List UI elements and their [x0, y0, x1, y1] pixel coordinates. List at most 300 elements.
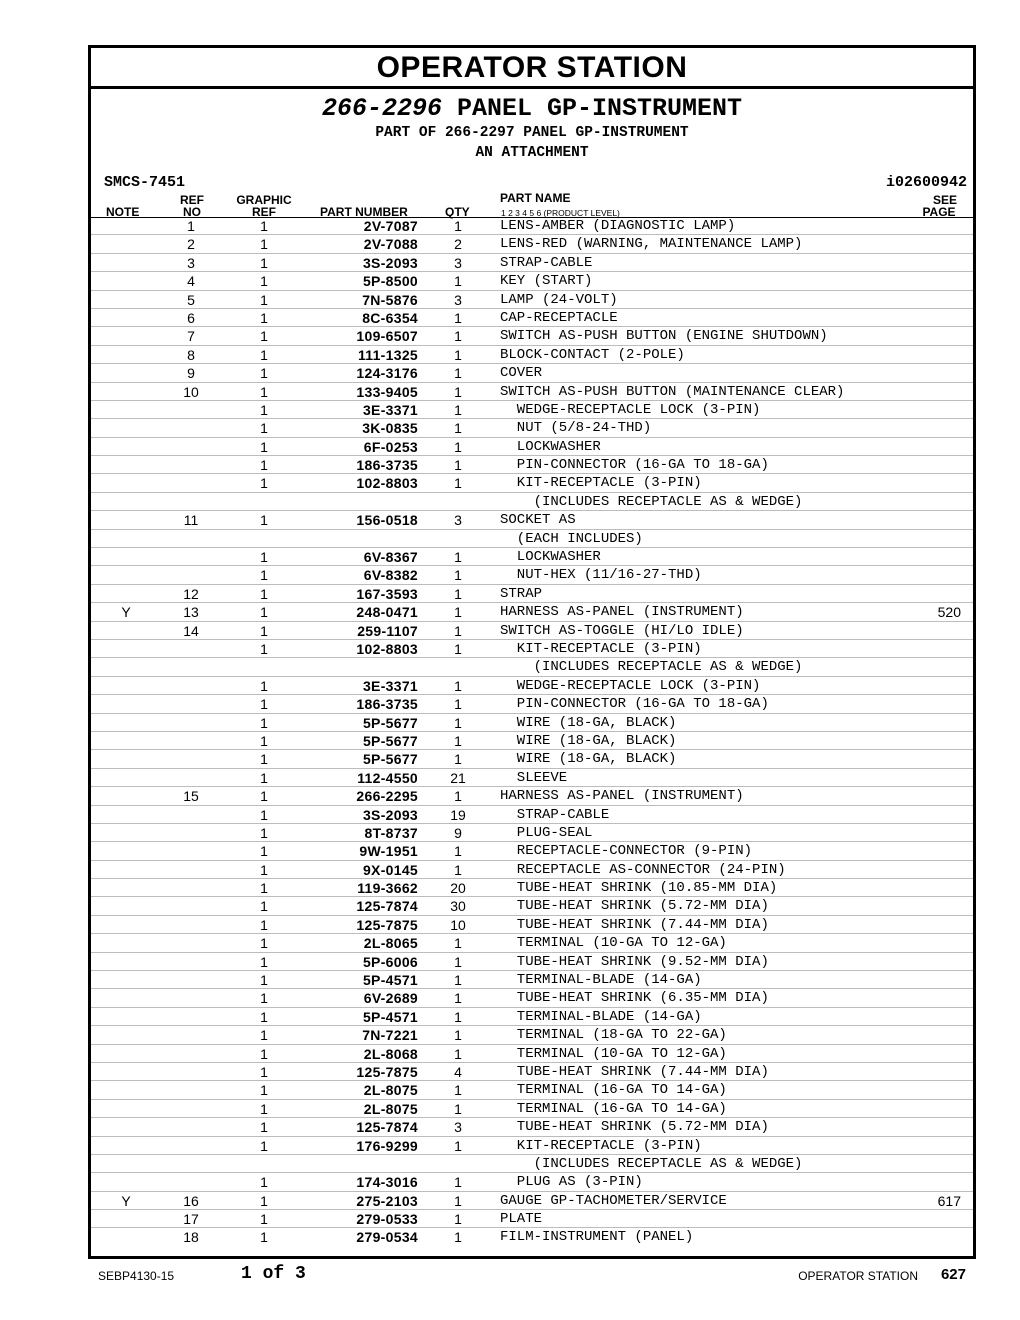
part-number-cell: 279-0534	[356, 1229, 418, 1246]
graphic-ref-cell: 1	[260, 696, 268, 713]
part-number-cell: 102-8803	[356, 640, 418, 657]
graphic-ref-cell: 1	[260, 622, 268, 639]
part-number-cell: 186-3735	[356, 457, 418, 474]
page-of-indicator: 1 of 3	[241, 1264, 306, 1284]
qty-cell: 1	[454, 935, 462, 952]
part-number-cell: 2V-7087	[363, 218, 418, 234]
qty-cell: 1	[454, 696, 462, 713]
part-number-cell: 102-8803	[356, 475, 418, 492]
footer-section-name: OPERATOR STATION	[798, 1269, 918, 1283]
part-name-cell: LENS-RED (WARNING, MAINTENANCE LAMP)	[500, 236, 803, 253]
part-name-cell: WEDGE-RECEPTACLE LOCK (3-PIN)	[500, 401, 761, 418]
table-row	[91, 1081, 973, 1099]
part-number-cell: 111-1325	[357, 346, 418, 363]
graphic-ref-cell: 1	[260, 549, 268, 566]
ref-no-cell: 4	[187, 273, 195, 290]
qty-cell: 1	[454, 585, 462, 602]
part-name-cell: PLUG-SEAL	[500, 824, 593, 841]
graphic-ref-cell: 1	[260, 935, 268, 952]
part-name-cell: WIRE (18-GA, BLACK)	[500, 714, 677, 731]
part-number-cell: 248-0471	[356, 604, 418, 621]
part-number-cell: 5P-5677	[362, 751, 418, 768]
graphic-ref-cell: 1	[260, 972, 268, 989]
part-name-cell: PLATE	[500, 1211, 543, 1228]
col-graphic-ref-header-top: GRAPHIC	[236, 193, 292, 207]
part-name-cell: SWITCH AS-PUSH BUTTON (MAINTENANCE CLEAR)	[500, 383, 845, 400]
graphic-ref-cell: 1	[260, 328, 268, 345]
part-name-cell: KIT-RECEPTACLE (3-PIN)	[500, 475, 702, 492]
part-name-cell: BLOCK-CONTACT (2-POLE)	[500, 346, 685, 363]
graphic-ref-cell: 1	[260, 1045, 268, 1062]
part-name-cell: CAP-RECEPTACLE	[500, 309, 618, 326]
part-name-cell: KEY (START)	[500, 273, 593, 290]
part-name-cell: TUBE-HEAT SHRINK (6.35-MM DIA)	[500, 990, 769, 1007]
part-name-cell: TERMINAL (10-GA TO 12-GA)	[500, 1045, 727, 1062]
table-row	[91, 1155, 973, 1173]
qty-cell: 1	[454, 475, 462, 492]
table-row	[91, 493, 973, 511]
part-number-cell: 174-3016	[356, 1174, 418, 1191]
part-name-cell: SLEEVE	[500, 769, 568, 786]
col-part-number-header: PART NUMBER	[320, 205, 408, 219]
part-name-cell: HARNESS AS-PANEL (INSTRUMENT)	[500, 604, 744, 621]
table-row	[91, 1137, 973, 1155]
col-part-name-header: PART NAME	[500, 191, 571, 205]
part-name-cell: LOCKWASHER	[500, 438, 601, 455]
graphic-ref-cell: 1	[260, 843, 268, 860]
table-row	[91, 714, 973, 732]
section-title: OPERATOR STATION	[91, 48, 973, 89]
table-row	[91, 364, 973, 382]
qty-cell: 1	[454, 953, 462, 970]
table-row	[91, 438, 973, 456]
table-row	[91, 695, 973, 713]
qty-cell: 1	[454, 972, 462, 989]
graphic-ref-cell: 1	[260, 585, 268, 602]
graphic-ref-cell: 1	[260, 291, 268, 308]
part-number-cell: 167-3593	[356, 585, 418, 602]
part-name-cell: TERMINAL-BLADE (14-GA)	[500, 972, 702, 989]
table-row	[91, 401, 973, 419]
part-name-cell: LAMP (24-VOLT)	[500, 291, 618, 308]
qty-cell: 3	[454, 1119, 462, 1136]
graphic-ref-cell: 1	[260, 953, 268, 970]
graphic-ref-cell: 1	[260, 236, 268, 253]
qty-cell: 1	[454, 1008, 462, 1025]
document-id: SEBP4130-15	[98, 1269, 175, 1283]
table-row	[91, 346, 973, 364]
graphic-ref-cell: 1	[260, 677, 268, 694]
graphic-ref-cell: 1	[260, 1063, 268, 1080]
table-row	[91, 585, 973, 603]
table-row	[91, 677, 973, 695]
part-name-cell: WEDGE-RECEPTACLE LOCK (3-PIN)	[500, 677, 761, 694]
graphic-ref-cell: 1	[260, 1137, 268, 1154]
qty-cell: 3	[454, 512, 462, 529]
table-row	[91, 989, 973, 1007]
ref-no-cell: 8	[187, 346, 195, 363]
graphic-ref-cell: 1	[260, 420, 268, 437]
part-name-cell: RECEPTACLE-CONNECTOR (9-PIN)	[500, 843, 753, 860]
graphic-ref-cell: 1	[260, 401, 268, 418]
graphic-ref-cell: 1	[260, 254, 268, 271]
part-number-cell: 8T-8737	[364, 824, 418, 841]
graphic-ref-cell: 1	[260, 1119, 268, 1136]
qty-cell: 1	[454, 1174, 462, 1191]
qty-cell: 1	[454, 1045, 462, 1062]
ref-no-cell: 14	[183, 622, 199, 639]
part-number-cell: 6V-8382	[363, 567, 418, 584]
graphic-ref-cell: 1	[260, 714, 268, 731]
col-see-page-header-top: SEE	[932, 193, 957, 207]
qty-cell: 1	[454, 309, 462, 326]
ref-no-cell: 2	[187, 236, 195, 253]
graphic-ref-cell: 1	[260, 475, 268, 492]
graphic-ref-cell: 1	[260, 1082, 268, 1099]
graphic-ref-cell: 1	[260, 916, 268, 933]
table-row	[91, 548, 973, 566]
page-footer	[0, 1264, 1020, 1288]
ref-no-cell: 5	[187, 291, 195, 308]
col-graphic-ref-header-bottom: REF	[252, 205, 276, 219]
graphic-ref-cell: 1	[260, 1211, 268, 1228]
part-name-cell: TUBE-HEAT SHRINK (9.52-MM DIA)	[500, 953, 769, 970]
part-number-cell: 3K-0835	[362, 420, 418, 437]
note-cell: Y	[121, 1192, 131, 1209]
qty-cell: 1	[454, 1100, 462, 1117]
qty-cell: 1	[454, 640, 462, 657]
part-number-cell: 2L-8075	[363, 1082, 418, 1099]
table-row	[91, 1192, 973, 1210]
part-number-cell: 6V-2689	[363, 990, 418, 1007]
ref-no-cell: 7	[187, 328, 195, 345]
part-name-cell: HARNESS AS-PANEL (INSTRUMENT)	[500, 788, 744, 805]
part-name-cell: STRAP	[500, 585, 543, 602]
part-number-cell: 3E-3371	[362, 401, 418, 418]
table-row	[91, 1118, 973, 1136]
qty-cell: 9	[454, 824, 462, 841]
table-row	[91, 603, 973, 621]
table-row	[91, 658, 973, 676]
illustration-id: i02600942	[885, 174, 967, 191]
ref-no-cell: 16	[183, 1192, 199, 1209]
part-number-cell: 3S-2093	[362, 254, 418, 271]
assembly-header	[91, 95, 973, 217]
qty-cell: 2	[454, 236, 462, 253]
graphic-ref-cell: 1	[260, 383, 268, 400]
table-row	[91, 1173, 973, 1191]
qty-cell: 1	[454, 843, 462, 860]
part-name-cell: LOCKWASHER	[500, 549, 601, 566]
table-row	[91, 254, 973, 272]
table-row	[91, 640, 973, 658]
part-name-cell: (EACH INCLUDES)	[500, 530, 643, 547]
page-number: 627	[940, 1266, 966, 1283]
part-number-cell: 5P-5677	[362, 732, 418, 749]
graphic-ref-cell: 1	[260, 1008, 268, 1025]
graphic-ref-cell: 1	[260, 457, 268, 474]
ref-no-cell: 18	[183, 1229, 199, 1246]
qty-cell: 3	[454, 254, 462, 271]
parts-table-body	[91, 217, 973, 1247]
part-number-cell: 156-0518	[356, 512, 418, 529]
table-row	[91, 1210, 973, 1228]
part-number-cell: 7N-7221	[362, 1027, 418, 1044]
part-name-cell: RECEPTACLE AS-CONNECTOR (24-PIN)	[500, 861, 786, 878]
table-row	[91, 1008, 973, 1026]
part-name-cell: STRAP-CABLE	[500, 806, 610, 823]
table-row	[91, 787, 973, 805]
column-headers	[91, 193, 973, 218]
part-name-cell: PLUG AS (3-PIN)	[500, 1174, 643, 1191]
assembly-title	[91, 95, 973, 123]
qty-cell: 1	[454, 622, 462, 639]
part-name-cell: PIN-CONNECTOR (16-GA TO 18-GA)	[500, 457, 769, 474]
part-name-cell: (INCLUDES RECEPTACLE AS & WEDGE)	[500, 493, 803, 510]
graphic-ref-cell: 1	[260, 769, 268, 786]
part-name-cell: TERMINAL (16-GA TO 14-GA)	[500, 1100, 727, 1117]
graphic-ref-cell: 1	[260, 788, 268, 805]
graphic-ref-cell: 1	[260, 567, 268, 584]
part-number-cell: 125-7875	[356, 916, 418, 933]
assembly-number: 266-2296	[321, 94, 442, 123]
graphic-ref-cell: 1	[260, 218, 268, 234]
part-name-cell: NUT (5/8-24-THD)	[500, 420, 652, 437]
graphic-ref-cell: 1	[260, 604, 268, 621]
table-row	[91, 291, 973, 309]
qty-cell: 1	[454, 732, 462, 749]
table-row	[91, 971, 973, 989]
graphic-ref-cell: 1	[260, 1027, 268, 1044]
qty-cell: 1	[454, 438, 462, 455]
part-number-cell: 266-2295	[356, 788, 418, 805]
attachment-line: AN ATTACHMENT	[475, 145, 589, 161]
qty-cell: 1	[454, 273, 462, 290]
see-page-cell: 617	[937, 1192, 961, 1209]
table-row	[91, 309, 973, 327]
ref-no-cell: 10	[183, 383, 199, 400]
table-row	[91, 1100, 973, 1118]
qty-cell: 1	[454, 677, 462, 694]
graphic-ref-cell: 1	[260, 880, 268, 897]
graphic-ref-cell: 1	[260, 1100, 268, 1117]
graphic-ref-cell: 1	[260, 898, 268, 915]
qty-cell: 1	[454, 420, 462, 437]
part-number-cell: 5P-5677	[362, 714, 418, 731]
qty-cell: 20	[450, 880, 466, 897]
qty-cell: 1	[454, 328, 462, 345]
part-number-cell: 112-4550	[357, 769, 418, 786]
ref-no-cell: 9	[187, 365, 195, 382]
part-name-cell: (INCLUDES RECEPTACLE AS & WEDGE)	[500, 659, 803, 676]
part-name-cell: TUBE-HEAT SHRINK (5.72-MM DIA)	[500, 1119, 769, 1136]
part-number-cell: 259-1107	[357, 622, 418, 639]
table-row	[91, 1045, 973, 1063]
table-row	[91, 861, 973, 879]
ref-no-cell: 12	[183, 585, 199, 602]
ref-no-cell: 1	[187, 218, 195, 234]
see-page-cell: 520	[937, 604, 961, 621]
col-qty-header: QTY	[445, 205, 470, 219]
ref-no-cell: 3	[187, 254, 195, 271]
graphic-ref-cell: 1	[260, 1174, 268, 1191]
part-number-cell: 279-0533	[356, 1211, 418, 1228]
part-name-cell: SWITCH AS-TOGGLE (HI/LO IDLE)	[500, 622, 744, 639]
graphic-ref-cell: 1	[260, 365, 268, 382]
qty-cell: 1	[454, 365, 462, 382]
table-row	[91, 897, 973, 915]
graphic-ref-cell: 1	[260, 861, 268, 878]
part-name-cell: TUBE-HEAT SHRINK (10.85-MM DIA)	[500, 880, 778, 897]
col-ref-header-bottom: NO	[183, 205, 201, 219]
qty-cell: 1	[454, 457, 462, 474]
part-name-cell: PIN-CONNECTOR (16-GA TO 18-GA)	[500, 696, 769, 713]
table-row	[91, 750, 973, 768]
part-name-cell: (INCLUDES RECEPTACLE AS & WEDGE)	[500, 1155, 803, 1172]
graphic-ref-cell: 1	[260, 309, 268, 326]
product-level-scale: 1 2 3 4 5 6 (PRODUCT LEVEL)	[501, 208, 620, 218]
table-row	[91, 1026, 973, 1044]
part-name-cell: WIRE (18-GA, BLACK)	[500, 751, 677, 768]
qty-cell: 1	[454, 1211, 462, 1228]
qty-cell: 1	[454, 751, 462, 768]
part-number-cell: 133-9405	[356, 383, 418, 400]
ref-no-cell: 6	[187, 309, 195, 326]
qty-cell: 1	[454, 1229, 462, 1246]
graphic-ref-cell: 1	[260, 273, 268, 290]
table-row	[91, 953, 973, 971]
table-row	[91, 327, 973, 345]
part-number-cell: 275-2103	[356, 1192, 418, 1209]
table-row	[91, 235, 973, 253]
part-number-cell: 5P-4571	[362, 1008, 418, 1025]
part-name-cell: LENS-AMBER (DIAGNOSTIC LAMP)	[500, 218, 736, 234]
table-row	[91, 456, 973, 474]
table-row	[91, 622, 973, 640]
part-number-cell: 2L-8068	[363, 1045, 418, 1062]
ref-no-cell: 11	[183, 512, 199, 529]
part-number-cell: 3E-3371	[362, 677, 418, 694]
table-row	[91, 934, 973, 952]
part-name-cell: TERMINAL (16-GA TO 14-GA)	[500, 1082, 727, 1099]
note-cell: Y	[121, 604, 131, 621]
part-number-cell: 2V-7088	[363, 236, 418, 253]
table-row	[91, 383, 973, 401]
table-row	[91, 732, 973, 750]
graphic-ref-cell: 1	[260, 824, 268, 841]
graphic-ref-cell: 1	[260, 990, 268, 1007]
graphic-ref-cell: 1	[260, 512, 268, 529]
qty-cell: 1	[454, 714, 462, 731]
part-name-cell: COVER	[500, 365, 543, 382]
qty-cell: 1	[454, 401, 462, 418]
qty-cell: 1	[454, 1082, 462, 1099]
part-name-cell: SWITCH AS-PUSH BUTTON (ENGINE SHUTDOWN)	[500, 328, 828, 345]
assembly-name: PANEL GP-INSTRUMENT	[457, 94, 743, 123]
graphic-ref-cell: 1	[260, 1229, 268, 1246]
qty-cell: 3	[454, 291, 462, 308]
part-number-cell: 109-6507	[356, 328, 418, 345]
part-name-cell: KIT-RECEPTACLE (3-PIN)	[500, 640, 702, 657]
table-row	[91, 474, 973, 492]
ref-no-cell: 15	[183, 788, 199, 805]
qty-cell: 1	[454, 549, 462, 566]
part-number-cell: 2L-8065	[363, 935, 418, 952]
part-number-cell: 119-3662	[357, 880, 418, 897]
part-number-cell: 6F-0253	[363, 438, 418, 455]
table-row	[91, 769, 973, 787]
part-number-cell: 7N-5876	[362, 291, 418, 308]
qty-cell: 1	[454, 567, 462, 584]
qty-cell: 1	[454, 788, 462, 805]
qty-cell: 1	[454, 346, 462, 363]
part-of-line: PART OF 266-2297 PANEL GP-INSTRUMENT	[375, 125, 689, 141]
part-name-cell: NUT-HEX (11/16-27-THD)	[500, 567, 702, 584]
table-row	[91, 842, 973, 860]
smcs-code: SMCS-7451	[104, 174, 186, 191]
ref-no-cell: 13	[183, 604, 199, 621]
part-number-cell: 9W-1951	[359, 843, 418, 860]
part-name-cell: TERMINAL-BLADE (14-GA)	[500, 1008, 702, 1025]
part-name-cell: GAUGE GP-TACHOMETER/SERVICE	[500, 1192, 727, 1209]
part-number-cell: 125-7875	[356, 1063, 418, 1080]
table-row	[91, 419, 973, 437]
qty-cell: 1	[454, 383, 462, 400]
part-name-cell: STRAP-CABLE	[500, 254, 593, 271]
part-name-cell: FILM-INSTRUMENT (PANEL)	[500, 1229, 694, 1246]
part-number-cell: 3S-2093	[362, 806, 418, 823]
table-row	[91, 272, 973, 290]
part-name-cell: TUBE-HEAT SHRINK (7.44-MM DIA)	[500, 916, 769, 933]
part-name-cell: KIT-RECEPTACLE (3-PIN)	[500, 1137, 702, 1154]
table-row	[91, 806, 973, 824]
qty-cell: 19	[450, 806, 466, 823]
qty-cell: 1	[454, 218, 462, 234]
table-row	[91, 511, 973, 529]
part-number-cell: 124-3176	[356, 365, 418, 382]
table-row	[91, 1063, 973, 1081]
table-row	[91, 217, 973, 235]
table-row	[91, 824, 973, 842]
qty-cell: 1	[454, 861, 462, 878]
qty-cell: 1	[454, 990, 462, 1007]
part-name-cell: TUBE-HEAT SHRINK (7.44-MM DIA)	[500, 1063, 769, 1080]
graphic-ref-cell: 1	[260, 346, 268, 363]
table-row	[91, 566, 973, 584]
qty-cell: 21	[450, 769, 466, 786]
part-number-cell: 5P-8500	[362, 273, 418, 290]
qty-cell: 1	[454, 604, 462, 621]
graphic-ref-cell: 1	[260, 751, 268, 768]
part-number-cell: 8C-6354	[362, 309, 418, 326]
qty-cell: 1	[454, 1192, 462, 1209]
part-number-cell: 9X-0145	[362, 861, 418, 878]
part-number-cell: 125-7874	[356, 898, 418, 915]
graphic-ref-cell: 1	[260, 806, 268, 823]
graphic-ref-cell: 1	[260, 732, 268, 749]
qty-cell: 1	[454, 1137, 462, 1154]
part-number-cell: 176-9299	[356, 1137, 418, 1154]
col-note-header: NOTE	[106, 205, 140, 219]
part-number-cell: 6V-8367	[363, 549, 418, 566]
part-name-cell: SOCKET AS	[500, 512, 576, 529]
part-number-cell: 125-7874	[356, 1119, 418, 1136]
graphic-ref-cell: 1	[260, 438, 268, 455]
table-row	[91, 1228, 973, 1246]
part-name-cell: TUBE-HEAT SHRINK (5.72-MM DIA)	[500, 898, 769, 915]
part-number-cell: 2L-8075	[363, 1100, 418, 1117]
graphic-ref-cell: 1	[260, 1192, 268, 1209]
